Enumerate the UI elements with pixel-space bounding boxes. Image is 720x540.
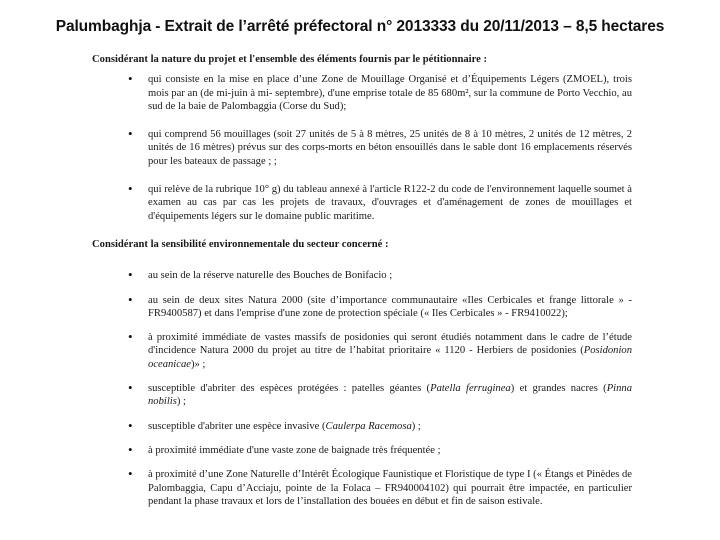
list-item: • au sein de deux sites Natura 2000 (site d’importance communautaire «Iles Cerbicales et frange littorale » - FR9400587) et dans l'emprise d'une zone de protection spéciale (« Iles Cerbicales » - FR9410022); [148, 294, 632, 321]
section-heading: Considérant la sensibilité environnementale du secteur concerné : [92, 238, 389, 250]
list-item: • à proximité d’une Zone Naturelle d’Intérêt Écologique Faunistique et Floristique de type I (« Étangs et Pinèdes de Palombaggia, Capu d’Acciaju, pointe de la Folaca – FR940004102) qui pourrait être impactée, en particulier pendant la phase travaux et lors de l’installation des bouées en début et fin de saison estivale. [148, 468, 632, 508]
list-item: • susceptible d'abriter une espèce invasive (Caulerpa Racemosa) ; [148, 420, 632, 433]
bullet-list [92, 269, 632, 508]
list-item: • à proximité immédiate de vastes massifs de posidonies qui seront étudiés notamment dans le cadre de l’étude d'incidence Natura 2000 du projet au titre de l’habitat prioritaire « 1120 - Herbiers de posidonies (Posidonion oceanicae)» ; [148, 331, 632, 371]
section-environmental-sensitivity [92, 238, 632, 508]
section-heading: Considérant la nature du projet et l'ensemble des éléments fournis par le pétitionnaire : [92, 54, 487, 65]
list-item: • susceptible d'abriter des espèces protégées : patelles géantes (Patella ferruginea) et grandes nacres (Pinna nobilis) ; [148, 382, 632, 409]
list-item: • qui comprend 56 mouillages (soit 27 unités de 5 à 8 mètres, 25 unités de 8 à 10 mètres, 2 unités de 12 mètres, 2 unités de 16 mètres) prévus sur des corps-morts en béton ensouillés dans le sable dont 16 emplacements réservés pour les bateaux de passage ; ; [148, 128, 632, 168]
list-item: • qui consiste en la mise en place d’une Zone de Mouillage Organisé et d’Équipements Légers (ZMOEL), trois mois par an (de mi-juin à mi- septembre), d'une emprise totale de 85 680m², sur la commune de Porto Vecchio, au sud de la baie de Palombaggia (Corse du Sud); [148, 73, 632, 113]
list-item: • qui relève de la rubrique 10° g) du tableau annexé à l'article R122-2 du code de l'environnement laquelle soumet à examen au cas par cas les projets de travaux, d'ouvrages et d'aménagement de zones de mouillages et d'équipements légers sur le domaine public maritime. [148, 183, 632, 223]
document-excerpt [92, 53, 632, 519]
bullet-list [92, 73, 632, 223]
slide-title: Palumbaghja - Extrait de l’arrêté préfectoral n° 2013333 du 20/11/2013 – 8,5 hectares [55, 18, 665, 35]
list-item: • au sein de la réserve naturelle des Bouches de Bonifacio ; [148, 269, 632, 282]
section-project-nature [92, 53, 632, 223]
list-item: • à proximité immédiate d'une vaste zone de baignade très fréquentée ; [148, 444, 632, 457]
